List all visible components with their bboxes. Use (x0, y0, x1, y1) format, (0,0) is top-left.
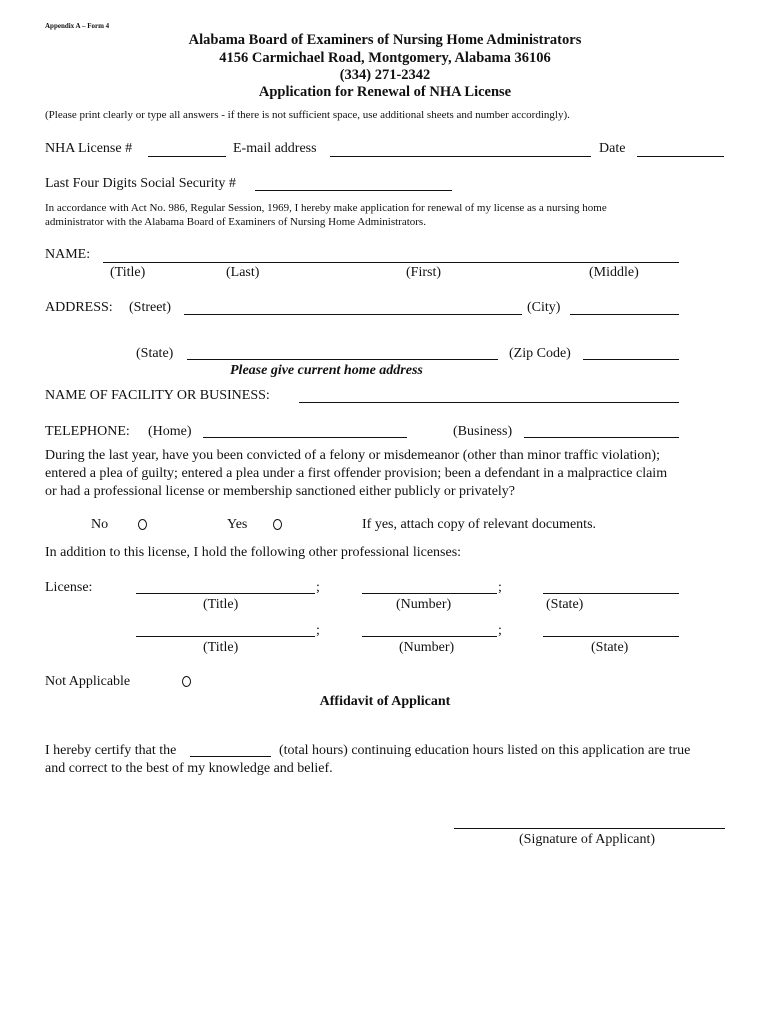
home-phone-caption: (Home) (148, 424, 192, 439)
street-field[interactable] (184, 314, 522, 315)
city-caption: (City) (527, 300, 561, 315)
state-caption: (State) (136, 346, 174, 361)
license1-state-field[interactable] (543, 593, 679, 594)
license2-number-caption: (Number) (399, 640, 455, 655)
telephone-label: TELEPHONE: (45, 424, 130, 439)
conviction-line1: During the last year, have you been convicted of a felony or misdemeanor (other than minor traffic violation); (45, 448, 660, 463)
facility-field[interactable] (299, 402, 679, 403)
name-field[interactable] (103, 262, 679, 263)
conviction-line3: or had a professional license or membership sanctioned either publicly or privately? (45, 484, 516, 499)
name-label: NAME: (45, 247, 91, 262)
header-address: 4156 Carmichael Road, Montgomery, Alabama 36106 (219, 50, 551, 66)
facility-label: NAME OF FACILITY OR BUSINESS: (45, 388, 270, 403)
header-phone: (334) 271-2342 (339, 67, 431, 83)
zip-field[interactable] (583, 359, 679, 360)
form-id: Appendix A – Form 4 (45, 22, 110, 30)
license2-number-field[interactable] (362, 636, 497, 637)
address-label: ADDRESS: (45, 300, 113, 315)
state-field[interactable] (187, 359, 498, 360)
email-label: E-mail address (233, 141, 317, 156)
business-phone-field[interactable] (524, 437, 679, 438)
nha-license-label: NHA License # (45, 141, 133, 156)
license1-state-caption: (State) (546, 597, 584, 612)
license1-title-field[interactable] (136, 593, 315, 594)
ssn-label: Last Four Digits Social Security # (45, 176, 236, 191)
signature-field[interactable] (454, 828, 725, 829)
yes-radio[interactable] (273, 519, 282, 530)
name-middle-caption: (Middle) (589, 265, 639, 280)
no-radio[interactable] (138, 519, 147, 530)
license1-sep2: ; (498, 580, 502, 595)
email-field[interactable] (330, 156, 591, 157)
license1-title-caption: (Title) (203, 597, 239, 612)
address-note: Please give current home address (230, 363, 423, 378)
license2-state-caption: (State) (591, 640, 629, 655)
yes-label: Yes (227, 517, 248, 532)
business-phone-caption: (Business) (453, 424, 513, 439)
license1-sep1: ; (316, 580, 320, 595)
affidavit-line2: and correct to the best of my knowledge and belief. (45, 761, 333, 776)
affidavit-line1-a: I hereby certify that the (45, 743, 177, 758)
accordance-line2: administrator with the Alabama Board of Examiners of Nursing Home Administrators. (45, 216, 426, 228)
nha-license-field[interactable] (148, 156, 226, 157)
license1-number-field[interactable] (362, 593, 497, 594)
date-label: Date (599, 141, 626, 156)
header-org: Alabama Board of Examiners of Nursing Home Administrators (188, 32, 582, 48)
not-applicable-label: Not Applicable (45, 674, 131, 689)
affidavit-line1-b: (total hours) continuing education hours listed on this application are true (279, 743, 691, 758)
attach-note: If yes, attach copy of relevant documents. (362, 517, 597, 532)
home-phone-field[interactable] (203, 437, 407, 438)
affidavit-title: Affidavit of Applicant (319, 694, 451, 709)
conviction-line2: entered a plea of guilty; entered a plea under a first offender provision; been a defendant in a malpractice claim (45, 466, 668, 481)
name-last-caption: (Last) (226, 265, 260, 280)
total-hours-field[interactable] (190, 756, 271, 757)
page-title: Application for Renewal of NHA License (258, 84, 512, 100)
license1-number-caption: (Number) (396, 597, 452, 612)
street-caption: (Street) (129, 300, 171, 315)
ssn-field[interactable] (255, 190, 452, 191)
zip-caption: (Zip Code) (509, 346, 571, 361)
license2-title-caption: (Title) (203, 640, 239, 655)
no-label: No (91, 517, 109, 532)
license2-sep1: ; (316, 623, 320, 638)
instructions: (Please print clearly or type all answers - if there is not sufficient space, use additional sheets and number accordingly). (45, 109, 570, 121)
city-field[interactable] (570, 314, 679, 315)
license-label: License: (45, 580, 93, 595)
signature-caption: (Signature of Applicant) (519, 832, 656, 847)
name-title-caption: (Title) (110, 265, 146, 280)
license2-state-field[interactable] (543, 636, 679, 637)
license2-sep2: ; (498, 623, 502, 638)
other-licenses-intro: In addition to this license, I hold the following other professional licenses: (45, 545, 462, 560)
name-first-caption: (First) (406, 265, 441, 280)
accordance-line1: In accordance with Act No. 986, Regular Session, 1969, I hereby make application for renewal of my license as a nursing home (45, 202, 607, 214)
date-field[interactable] (637, 156, 724, 157)
license2-title-field[interactable] (136, 636, 315, 637)
not-applicable-radio[interactable] (182, 676, 191, 687)
